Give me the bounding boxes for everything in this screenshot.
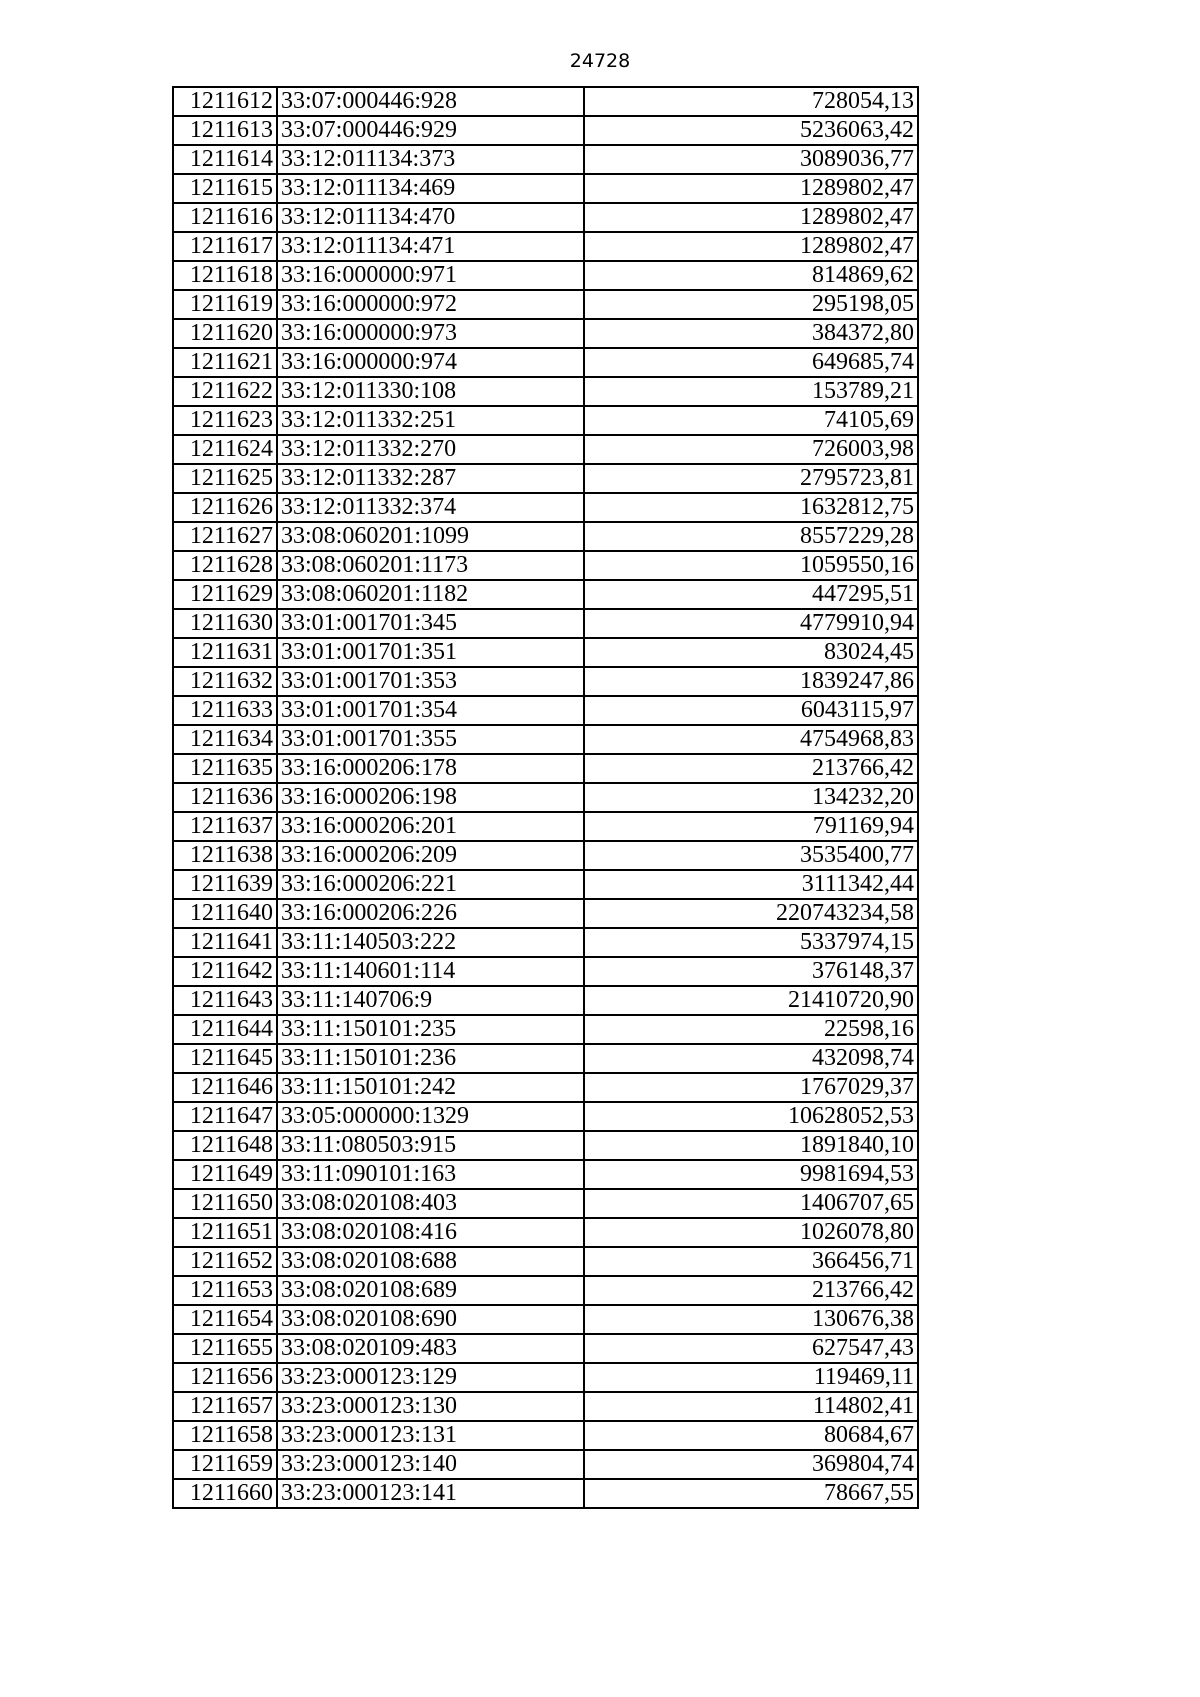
cadastral-number-cell: 33:08:060201:1182 [277,580,584,609]
record-number-cell: 1211654 [173,1305,277,1334]
cadastral-number-cell: 33:23:000123:129 [277,1363,584,1392]
cadastral-value-cell: 5337974,15 [584,928,918,957]
cadastral-number-cell: 33:01:001701:351 [277,638,584,667]
cadastral-value-cell: 4754968,83 [584,725,918,754]
record-number-cell: 1211637 [173,812,277,841]
cadastral-value-cell: 1289802,47 [584,174,918,203]
record-number-cell: 1211644 [173,1015,277,1044]
record-number-cell: 1211622 [173,377,277,406]
page-number: 24728 [569,50,631,72]
table-row [173,377,918,406]
cadastral-number-cell: 33:08:020109:483 [277,1334,584,1363]
table-row [173,406,918,435]
record-number-cell: 1211617 [173,232,277,261]
table-body [173,87,918,1508]
table-row [173,319,918,348]
cadastral-value-cell: 153789,21 [584,377,918,406]
cadastral-number-cell: 33:08:020108:403 [277,1189,584,1218]
table-row [173,1450,918,1479]
record-number-cell: 1211631 [173,638,277,667]
cadastral-number-cell: 33:11:080503:915 [277,1131,584,1160]
cadastral-value-cell: 119469,11 [584,1363,918,1392]
table-row [173,290,918,319]
cadastral-value-cell: 369804,74 [584,1450,918,1479]
record-number-cell: 1211647 [173,1102,277,1131]
cadastral-value-table [172,86,919,1509]
cadastral-number-cell: 33:16:000206:198 [277,783,584,812]
record-number-cell: 1211620 [173,319,277,348]
record-number-cell: 1211634 [173,725,277,754]
cadastral-value-cell: 1059550,16 [584,551,918,580]
cadastral-number-cell: 33:05:000000:1329 [277,1102,584,1131]
cadastral-value-cell: 384372,80 [584,319,918,348]
cadastral-value-cell: 432098,74 [584,1044,918,1073]
record-number-cell: 1211641 [173,928,277,957]
table-row [173,899,918,928]
cadastral-number-cell: 33:12:011134:470 [277,203,584,232]
cadastral-number-cell: 33:08:020108:416 [277,1218,584,1247]
table-row [173,841,918,870]
table-row [173,551,918,580]
table-row [173,986,918,1015]
record-number-cell: 1211643 [173,986,277,1015]
cadastral-value-cell: 134232,20 [584,783,918,812]
cadastral-value-cell: 3089036,77 [584,145,918,174]
cadastral-value-cell: 1632812,75 [584,493,918,522]
cadastral-number-cell: 33:16:000000:972 [277,290,584,319]
record-number-cell: 1211650 [173,1189,277,1218]
record-number-cell: 1211660 [173,1479,277,1508]
cadastral-value-cell: 78667,55 [584,1479,918,1508]
table-row [173,667,918,696]
cadastral-number-cell: 33:08:020108:690 [277,1305,584,1334]
table-row [173,1102,918,1131]
cadastral-number-cell: 33:12:011332:270 [277,435,584,464]
record-number-cell: 1211621 [173,348,277,377]
cadastral-value-cell: 21410720,90 [584,986,918,1015]
cadastral-value-cell: 5236063,42 [584,116,918,145]
record-number-cell: 1211616 [173,203,277,232]
table-row [173,1189,918,1218]
cadastral-number-cell: 33:11:140706:9 [277,986,584,1015]
record-number-cell: 1211628 [173,551,277,580]
record-number-cell: 1211635 [173,754,277,783]
cadastral-value-cell: 627547,43 [584,1334,918,1363]
table-row [173,1247,918,1276]
table-row [173,580,918,609]
record-number-cell: 1211659 [173,1450,277,1479]
table-row [173,522,918,551]
record-number-cell: 1211640 [173,899,277,928]
cadastral-value-cell: 376148,37 [584,957,918,986]
record-number-cell: 1211652 [173,1247,277,1276]
cadastral-number-cell: 33:16:000206:221 [277,870,584,899]
cadastral-value-cell: 447295,51 [584,580,918,609]
cadastral-number-cell: 33:16:000000:971 [277,261,584,290]
cadastral-number-cell: 33:08:020108:689 [277,1276,584,1305]
record-number-cell: 1211645 [173,1044,277,1073]
cadastral-number-cell: 33:12:011332:251 [277,406,584,435]
record-number-cell: 1211658 [173,1421,277,1450]
cadastral-number-cell: 33:23:000123:141 [277,1479,584,1508]
table-row [173,145,918,174]
record-number-cell: 1211655 [173,1334,277,1363]
cadastral-value-cell: 74105,69 [584,406,918,435]
table-row [173,1015,918,1044]
table-row [173,812,918,841]
cadastral-value-cell: 213766,42 [584,754,918,783]
table-row [173,87,918,116]
cadastral-value-cell: 1891840,10 [584,1131,918,1160]
record-number-cell: 1211636 [173,783,277,812]
table-row [173,1392,918,1421]
cadastral-number-cell: 33:16:000206:209 [277,841,584,870]
record-number-cell: 1211633 [173,696,277,725]
record-number-cell: 1211651 [173,1218,277,1247]
table-row [173,116,918,145]
record-number-cell: 1211642 [173,957,277,986]
cadastral-number-cell: 33:12:011134:471 [277,232,584,261]
cadastral-value-cell: 114802,41 [584,1392,918,1421]
record-number-cell: 1211632 [173,667,277,696]
record-number-cell: 1211623 [173,406,277,435]
cadastral-number-cell: 33:11:140503:222 [277,928,584,957]
cadastral-value-cell: 2795723,81 [584,464,918,493]
cadastral-value-cell: 80684,67 [584,1421,918,1450]
cadastral-value-cell: 83024,45 [584,638,918,667]
cadastral-number-cell: 33:12:011332:374 [277,493,584,522]
cadastral-value-cell: 22598,16 [584,1015,918,1044]
cadastral-number-cell: 33:16:000206:226 [277,899,584,928]
cadastral-value-cell: 9981694,53 [584,1160,918,1189]
record-number-cell: 1211629 [173,580,277,609]
cadastral-number-cell: 33:07:000446:929 [277,116,584,145]
table-row [173,957,918,986]
cadastral-value-cell: 130676,38 [584,1305,918,1334]
record-number-cell: 1211638 [173,841,277,870]
table-row [173,928,918,957]
cadastral-number-cell: 33:07:000446:928 [277,87,584,116]
record-number-cell: 1211624 [173,435,277,464]
cadastral-value-cell: 649685,74 [584,348,918,377]
cadastral-number-cell: 33:12:011330:108 [277,377,584,406]
cadastral-value-cell: 728054,13 [584,87,918,116]
record-number-cell: 1211649 [173,1160,277,1189]
cadastral-number-cell: 33:08:060201:1173 [277,551,584,580]
table-row [173,435,918,464]
table-row [173,1218,918,1247]
cadastral-number-cell: 33:16:000206:178 [277,754,584,783]
cadastral-value-cell: 6043115,97 [584,696,918,725]
table-row [173,783,918,812]
record-number-cell: 1211657 [173,1392,277,1421]
record-number-cell: 1211639 [173,870,277,899]
cadastral-number-cell: 33:01:001701:354 [277,696,584,725]
table-row [173,870,918,899]
cadastral-value-cell: 791169,94 [584,812,918,841]
table-row [173,261,918,290]
table-row [173,464,918,493]
table-row [173,754,918,783]
cadastral-value-cell: 1406707,65 [584,1189,918,1218]
cadastral-value-cell: 4779910,94 [584,609,918,638]
table-row [173,232,918,261]
cadastral-value-cell: 3535400,77 [584,841,918,870]
cadastral-number-cell: 33:16:000000:974 [277,348,584,377]
table-row [173,1044,918,1073]
cadastral-value-cell: 1289802,47 [584,232,918,261]
table-row [173,1131,918,1160]
table-row [173,1073,918,1102]
cadastral-value-cell: 1839247,86 [584,667,918,696]
record-number-cell: 1211618 [173,261,277,290]
cadastral-number-cell: 33:16:000000:973 [277,319,584,348]
cadastral-value-cell: 814869,62 [584,261,918,290]
table-row [173,609,918,638]
table-row [173,203,918,232]
cadastral-number-cell: 33:01:001701:345 [277,609,584,638]
cadastral-number-cell: 33:11:150101:236 [277,1044,584,1073]
record-number-cell: 1211614 [173,145,277,174]
record-number-cell: 1211646 [173,1073,277,1102]
table-row [173,638,918,667]
cadastral-number-cell: 33:12:011134:373 [277,145,584,174]
cadastral-number-cell: 33:23:000123:140 [277,1450,584,1479]
cadastral-number-cell: 33:08:060201:1099 [277,522,584,551]
cadastral-number-cell: 33:01:001701:355 [277,725,584,754]
table-row [173,1305,918,1334]
table-row [173,725,918,754]
table-row [173,1363,918,1392]
record-number-cell: 1211619 [173,290,277,319]
record-number-cell: 1211615 [173,174,277,203]
table-row [173,1334,918,1363]
cadastral-value-cell: 213766,42 [584,1276,918,1305]
record-number-cell: 1211612 [173,87,277,116]
cadastral-number-cell: 33:23:000123:130 [277,1392,584,1421]
table-row [173,174,918,203]
cadastral-number-cell: 33:11:140601:114 [277,957,584,986]
cadastral-number-cell: 33:11:090101:163 [277,1160,584,1189]
table-row [173,1160,918,1189]
record-number-cell: 1211627 [173,522,277,551]
cadastral-value-cell: 1767029,37 [584,1073,918,1102]
record-number-cell: 1211656 [173,1363,277,1392]
cadastral-number-cell: 33:16:000206:201 [277,812,584,841]
table-row [173,1479,918,1508]
cadastral-value-cell: 1026078,80 [584,1218,918,1247]
cadastral-value-cell: 366456,71 [584,1247,918,1276]
record-number-cell: 1211626 [173,493,277,522]
cadastral-value-cell: 1289802,47 [584,203,918,232]
table-row [173,348,918,377]
cadastral-value-cell: 10628052,53 [584,1102,918,1131]
record-number-cell: 1211630 [173,609,277,638]
cadastral-number-cell: 33:11:150101:242 [277,1073,584,1102]
record-number-cell: 1211613 [173,116,277,145]
table-row [173,1421,918,1450]
record-number-cell: 1211648 [173,1131,277,1160]
cadastral-value-cell: 726003,98 [584,435,918,464]
cadastral-number-cell: 33:23:000123:131 [277,1421,584,1450]
cadastral-value-cell: 295198,05 [584,290,918,319]
cadastral-number-cell: 33:11:150101:235 [277,1015,584,1044]
record-number-cell: 1211625 [173,464,277,493]
cadastral-number-cell: 33:08:020108:688 [277,1247,584,1276]
table-row [173,493,918,522]
cadastral-value-cell: 8557229,28 [584,522,918,551]
table-row [173,1276,918,1305]
cadastral-value-cell: 220743234,58 [584,899,918,928]
cadastral-number-cell: 33:01:001701:353 [277,667,584,696]
cadastral-number-cell: 33:12:011332:287 [277,464,584,493]
cadastral-value-cell: 3111342,44 [584,870,918,899]
table-row [173,696,918,725]
record-number-cell: 1211653 [173,1276,277,1305]
cadastral-number-cell: 33:12:011134:469 [277,174,584,203]
